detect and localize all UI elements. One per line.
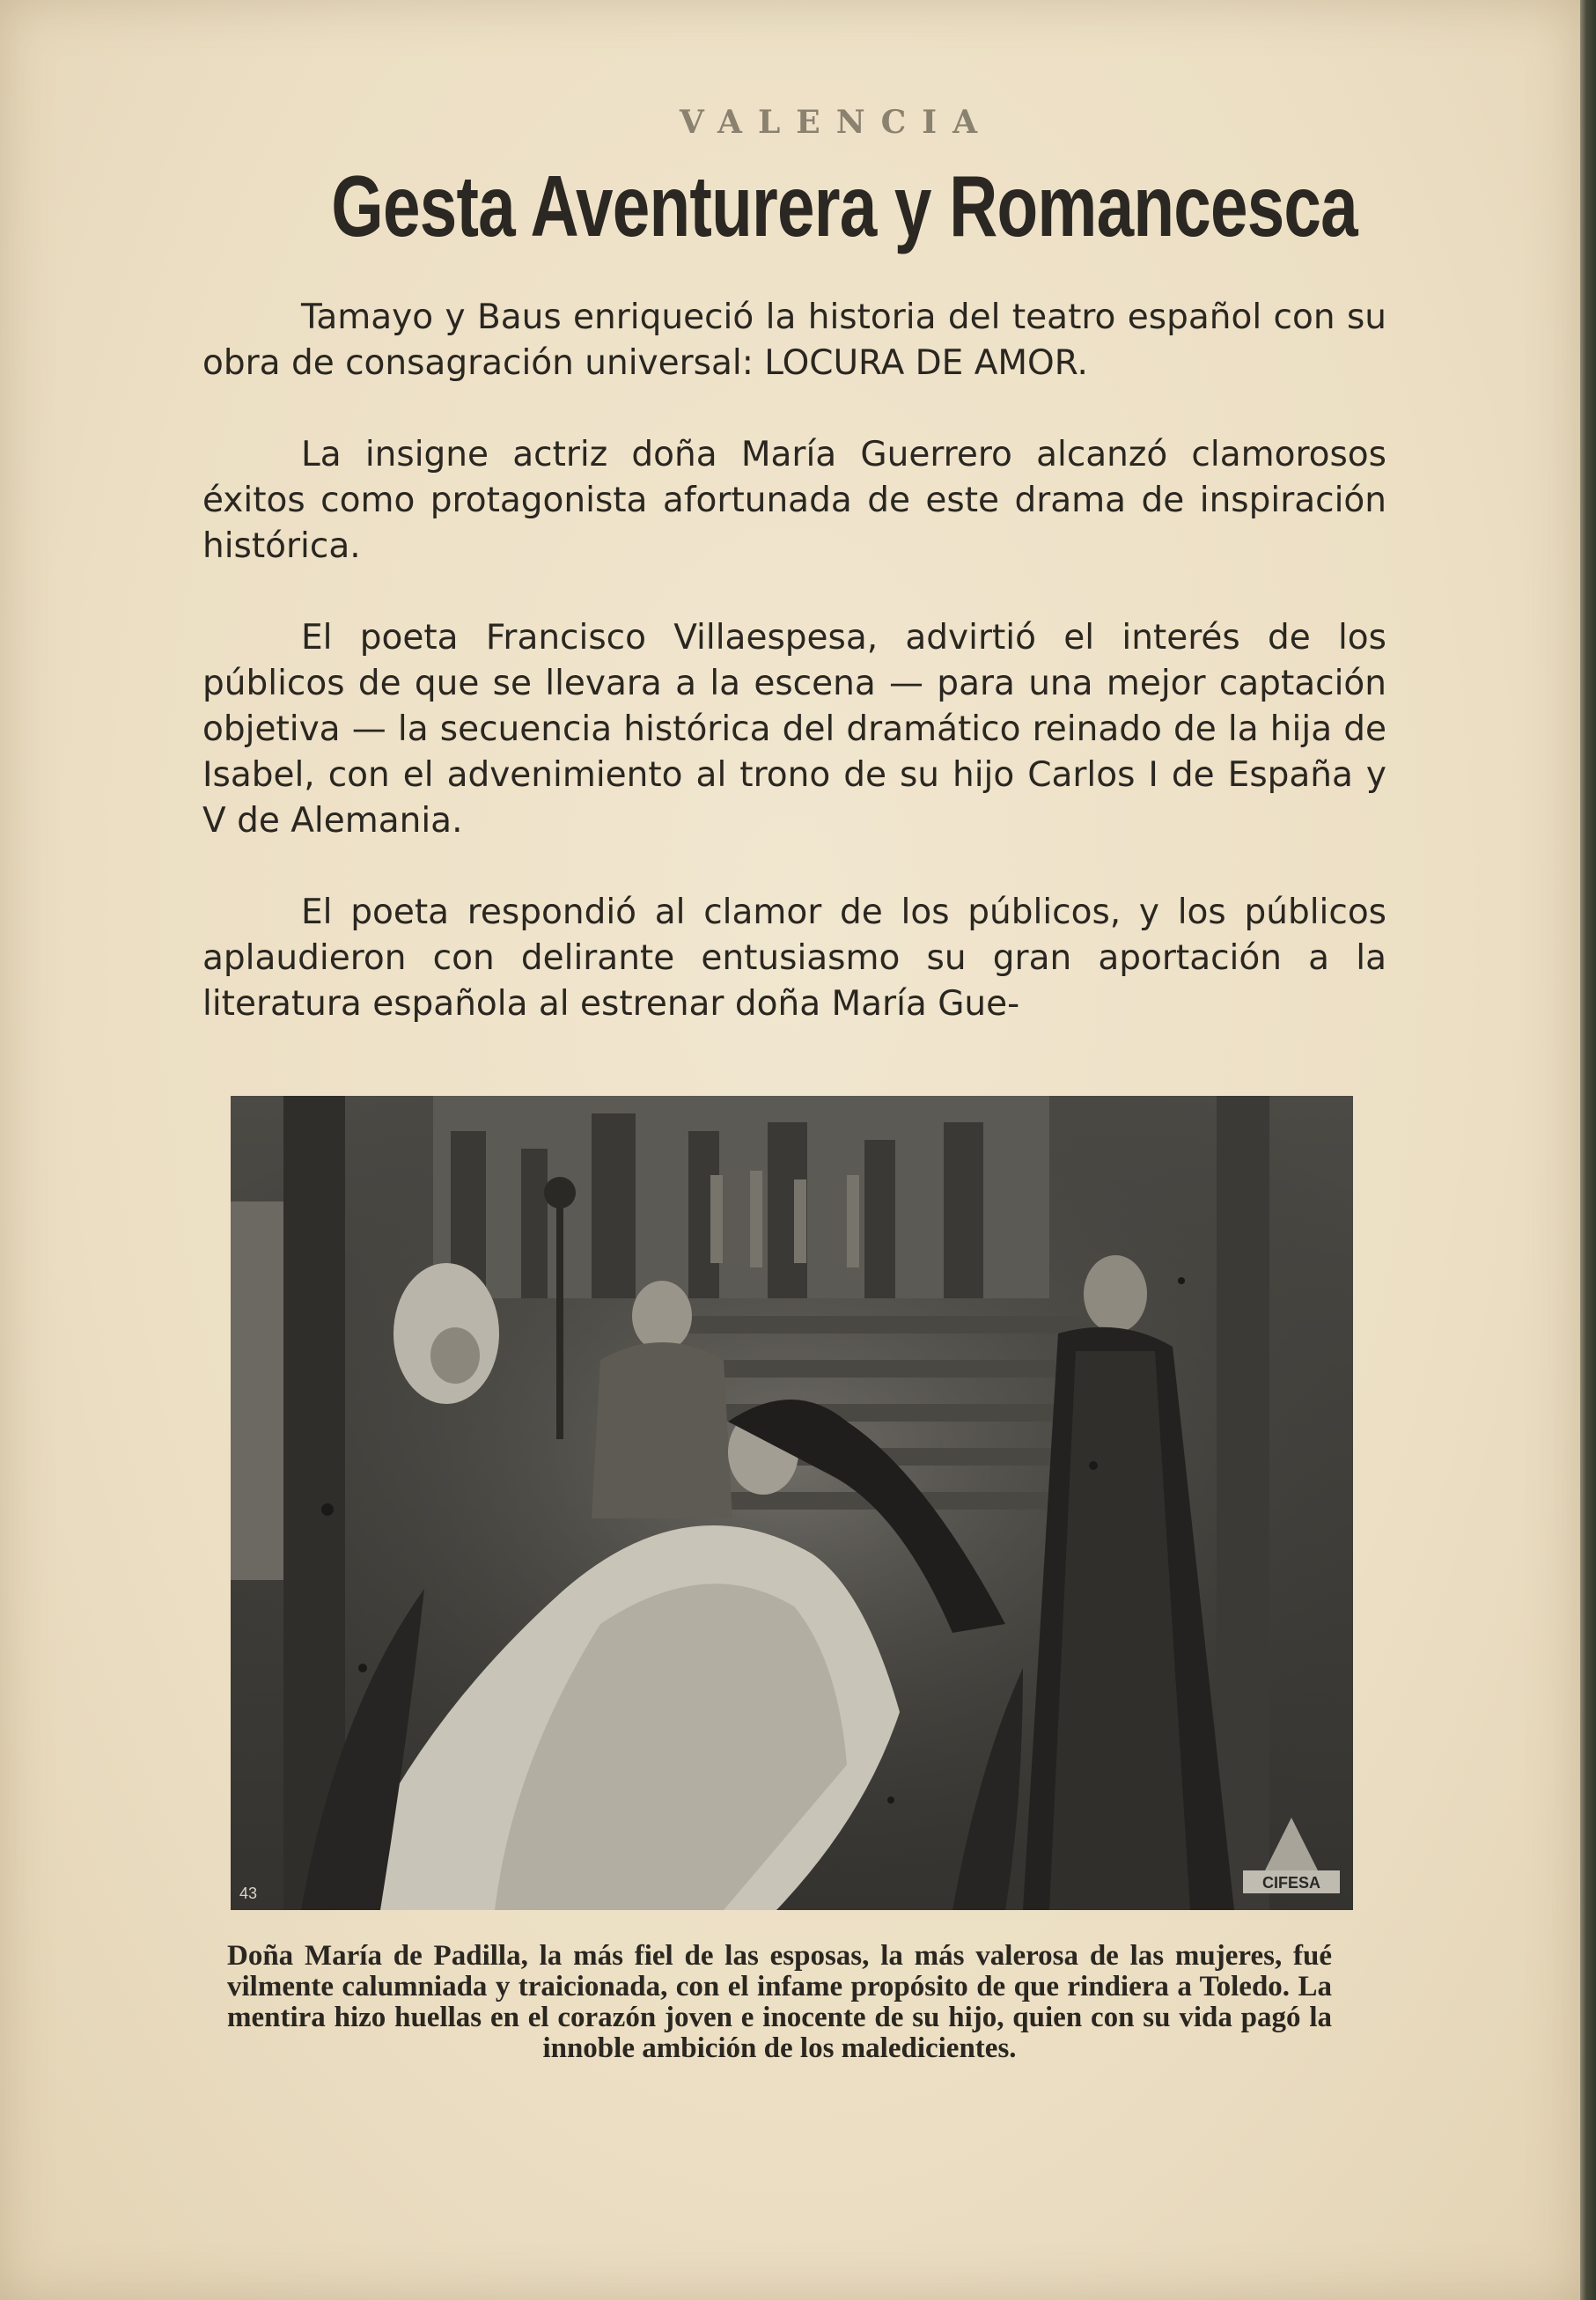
film-still-photo: [231, 1096, 1353, 1910]
page-edge: [1580, 0, 1596, 2300]
photo-number: 43: [239, 1885, 258, 1902]
photo-caption: Doña María de Padilla, la más fiel de las esposas, la más valerosa de las mujeres, fué vilmente calumniada y traicionada, con el infame propósito de que rindiera a Toledo. La mentira hizo huellas en el corazón joven e inocente de su hijo, quien con su vida pagó la innoble ambición de los maledicientes.: [227, 1940, 1332, 2064]
page-title: Gesta Aventurera y Romancesca: [331, 158, 1357, 254]
studio-mark: CIFESA: [1261, 1874, 1321, 1892]
paragraph-3: El poeta Francisco Villaespesa, advirtió el interés de los públicos de que se llevara a la escena — para una mejor captación objetiva — la secuencia histórica del dramático reinado de la hija de Isabel, con el advenimiento al trono de su hijo Carlos I de España y V de Alemania.: [202, 618, 1386, 841]
paragraph-1: Tamayo y Baus enriqueció la historia del teatro español con su obra de consagración universal: LOCURA DE AMOR.: [202, 298, 1386, 383]
paragraph-2: La insigne actriz doña María Guerrero alcanzó clamorosos éxitos como protagonista afortunada de este drama de inspiración histórica.: [202, 435, 1386, 566]
film-still-illustration: [231, 1096, 1353, 1910]
paragraph-4: El poeta respondió al clamor de los públicos, y los públicos aplaudieron con delirante entusiasmo su gran aportación a la literatura española al estrenar doña María Gue-: [202, 893, 1386, 1024]
body-text: [202, 295, 1386, 1073]
library-stamp: VALENCIA: [679, 104, 994, 141]
